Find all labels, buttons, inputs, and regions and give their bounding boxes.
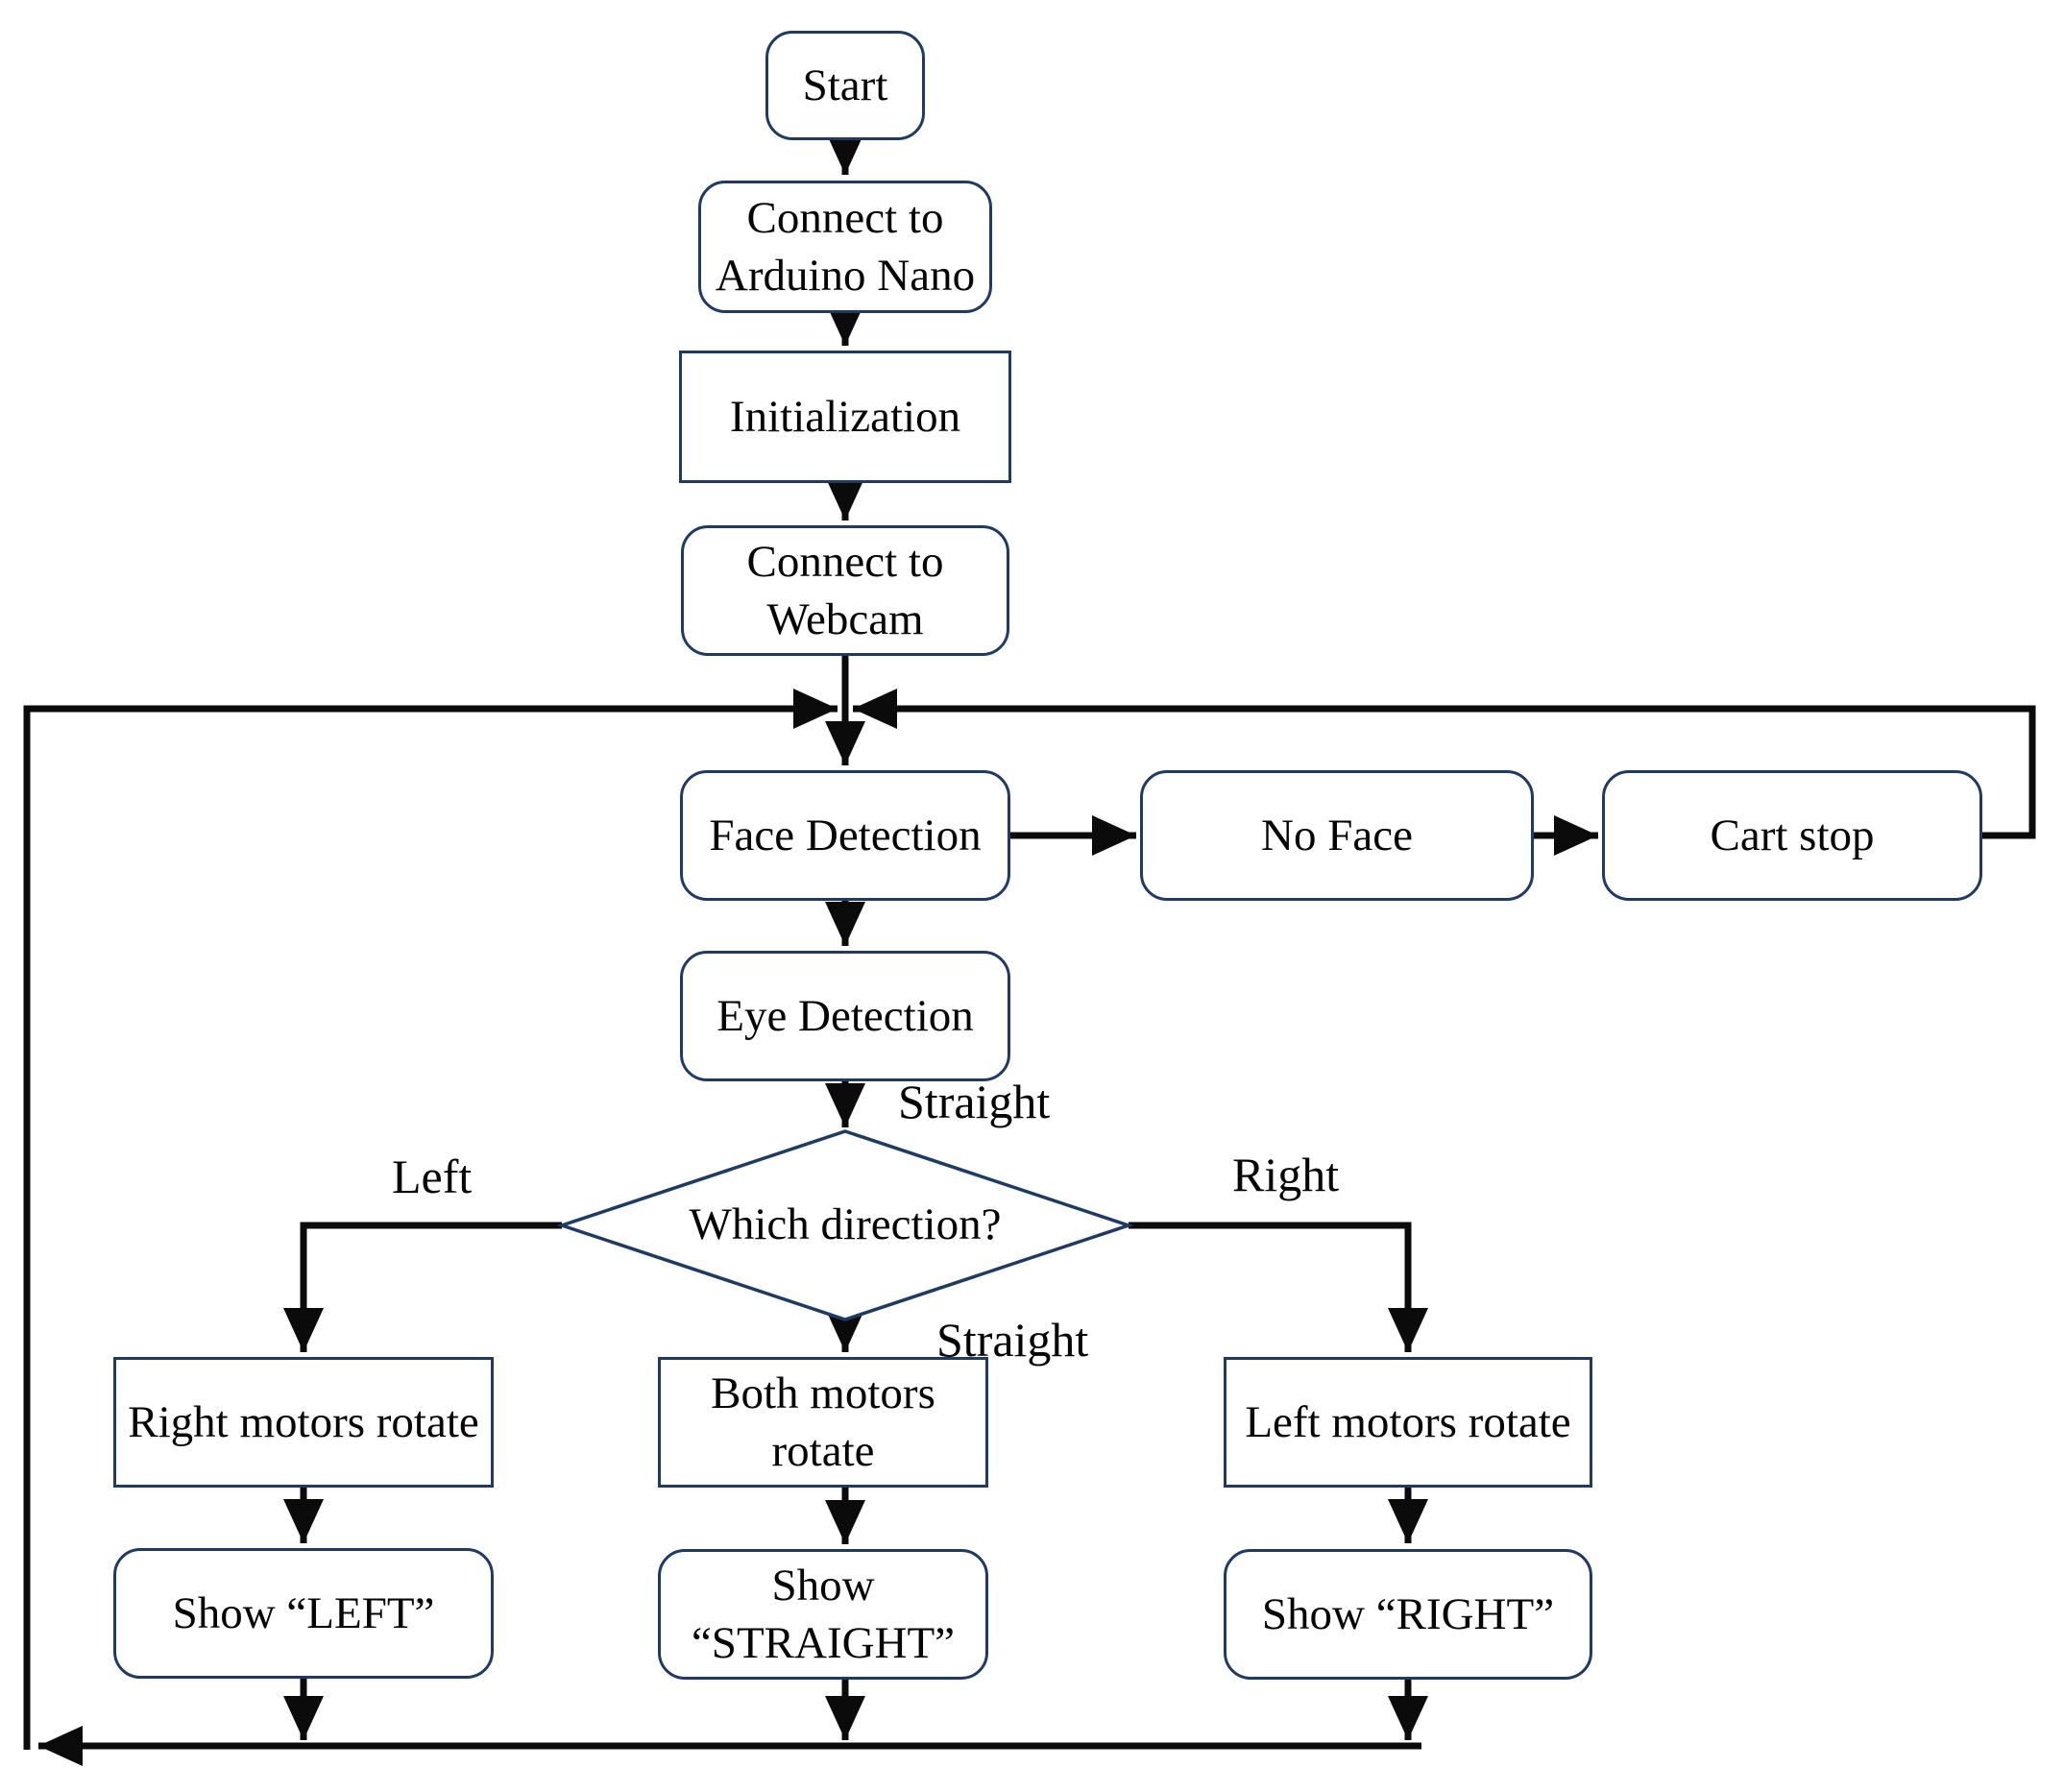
node-eye-detection (680, 951, 1010, 1081)
node-cart-stop (1602, 770, 1982, 901)
node-both-motors (658, 1357, 988, 1488)
node-start-label: Start (802, 60, 888, 110)
node-show-right-label: Show “RIGHT” (1261, 1588, 1555, 1639)
node-left-motors-label: Left motors rotate (1245, 1396, 1571, 1447)
node-connect-webcam (681, 525, 1009, 656)
node-right-motors (113, 1357, 494, 1488)
node-no-face-label: No Face (1261, 810, 1413, 860)
edge-label-straight-top: Straight (898, 1075, 1051, 1128)
node-initialization (679, 351, 1011, 483)
node-show-straight (658, 1549, 988, 1680)
edge-label-right: Right (1232, 1148, 1340, 1201)
edge-decision-left-branch (304, 1225, 562, 1352)
node-left-motors (1224, 1357, 1592, 1488)
node-no-face (1140, 770, 1534, 901)
node-show-left-label: Show “LEFT” (172, 1587, 435, 1638)
node-show-left (113, 1548, 494, 1679)
node-connect-arduino (698, 181, 992, 313)
node-show-right (1224, 1549, 1592, 1680)
node-eye-detection-label: Eye Detection (716, 990, 974, 1041)
node-cart-stop-label: Cart stop (1710, 810, 1875, 860)
node-connect-arduino-label: Connect to Arduino Nano (715, 192, 976, 301)
edge-label-straight-bottom: Straight (936, 1313, 1089, 1367)
node-show-straight-label: Show “STRAIGHT” (691, 1560, 956, 1668)
node-decision-label-wrap (653, 1158, 1037, 1293)
node-start (765, 31, 925, 140)
edge-decision-right-branch (1129, 1225, 1408, 1352)
node-face-detection (680, 770, 1010, 901)
node-right-motors-label: Right motors rotate (128, 1396, 479, 1447)
node-initialization-label: Initialization (729, 391, 961, 442)
node-decision-label: Which direction? (689, 1199, 1002, 1250)
node-connect-webcam-label: Connect to Webcam (746, 536, 944, 644)
edge-label-left: Left (392, 1150, 473, 1203)
node-face-detection-label: Face Detection (709, 810, 982, 860)
node-both-motors-label: Both motors rotate (711, 1368, 935, 1476)
